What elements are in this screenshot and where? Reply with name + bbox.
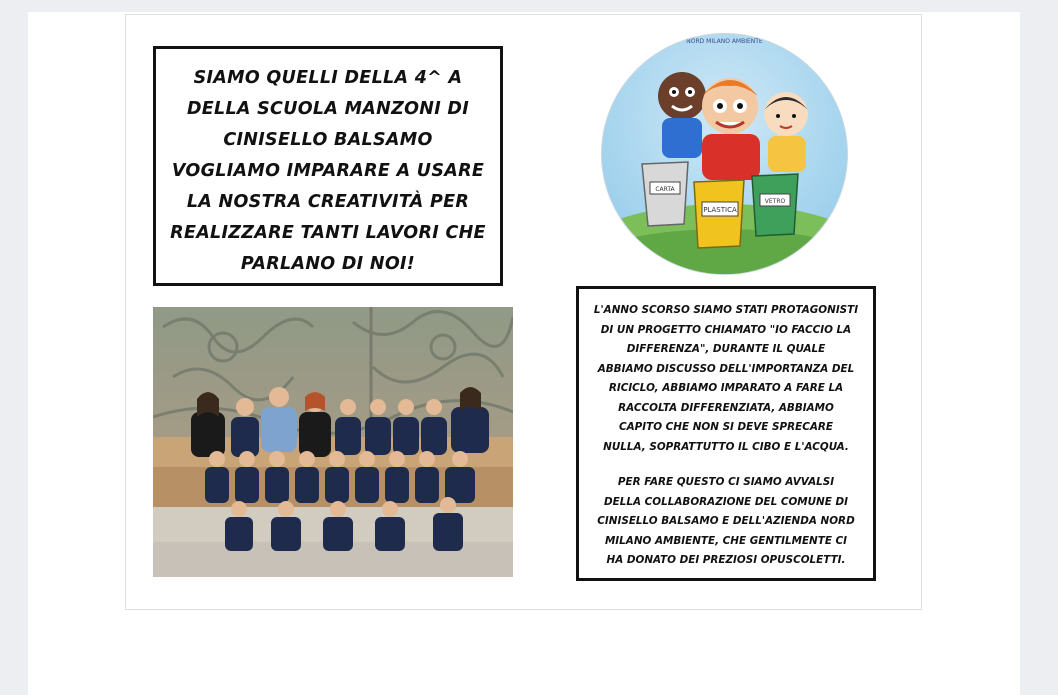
- bin-label-carta: CARTA: [655, 186, 675, 193]
- project-line: DELLA COLLABORAZIONE DEL COMUNE DI: [604, 495, 848, 508]
- bin-label-vetro: VETRO: [764, 198, 786, 205]
- bin-label-plastica: PLASTICA: [703, 206, 737, 214]
- project-text-box: [576, 286, 876, 581]
- project-line: MILANO AMBIENTE, CHE GENTILMENTE CI: [604, 534, 848, 547]
- paragraph-gap: [587, 457, 865, 473]
- project-line: RACCOLTA DIFFERENZIATA, ABBIAMO: [618, 401, 834, 414]
- project-line: PER FARE QUESTO CI SIAMO AVVALSI: [617, 476, 835, 488]
- intro-line: DELLA SCUOLA MANZONI DI: [186, 99, 470, 119]
- intro-line: SIAMO QUELLI DELLA 4^ A: [193, 68, 463, 88]
- recycling-children-drawing: [602, 34, 847, 274]
- project-line: HA DONATO DEI PREZIOSI OPUSCOLETTI.: [606, 554, 846, 566]
- project-line: L'ANNO SCORSO SIAMO STATI PROTAGONISTI: [593, 304, 859, 316]
- intro-line: PARLANO DI NOI!: [240, 254, 416, 274]
- intro-line: VOGLIAMO IMPARARE A USARE: [171, 161, 485, 181]
- intro-text-box: [153, 46, 503, 286]
- project-line: CAPITO CHE NON SI DEVE SPRECARE: [619, 421, 833, 433]
- project-line: ABBIAMO DISCUSSO DELL'IMPORTANZA DEL: [597, 362, 855, 375]
- project-line: CINISELLO BALSAMO E DELL'AZIENDA NORD: [597, 515, 855, 527]
- project-line: NULLA, SOPRATTUTTO IL CIBO E L'ACQUA.: [603, 440, 849, 453]
- illustration-header: NORD MILANO AMBIENTE: [686, 38, 763, 45]
- project-line: RICICLO, ABBIAMO IMPARATO A FARE LA: [608, 382, 844, 394]
- project-line: DI UN PROGETTO CHIAMATO "IO FACCIO LA: [600, 323, 852, 336]
- intro-line: LA NOSTRA CREATIVITÀ PER: [186, 192, 470, 212]
- class-photo-drawing: [153, 307, 513, 577]
- recycling-illustration: [601, 33, 848, 275]
- project-line: DIFFERENZA", DURANTE IL QUALE: [626, 343, 826, 355]
- intro-line: CINISELLO BALSAMO: [223, 130, 433, 150]
- intro-line: REALIZZARE TANTI LAVORI CHE: [170, 223, 486, 243]
- class-photo: [153, 307, 513, 577]
